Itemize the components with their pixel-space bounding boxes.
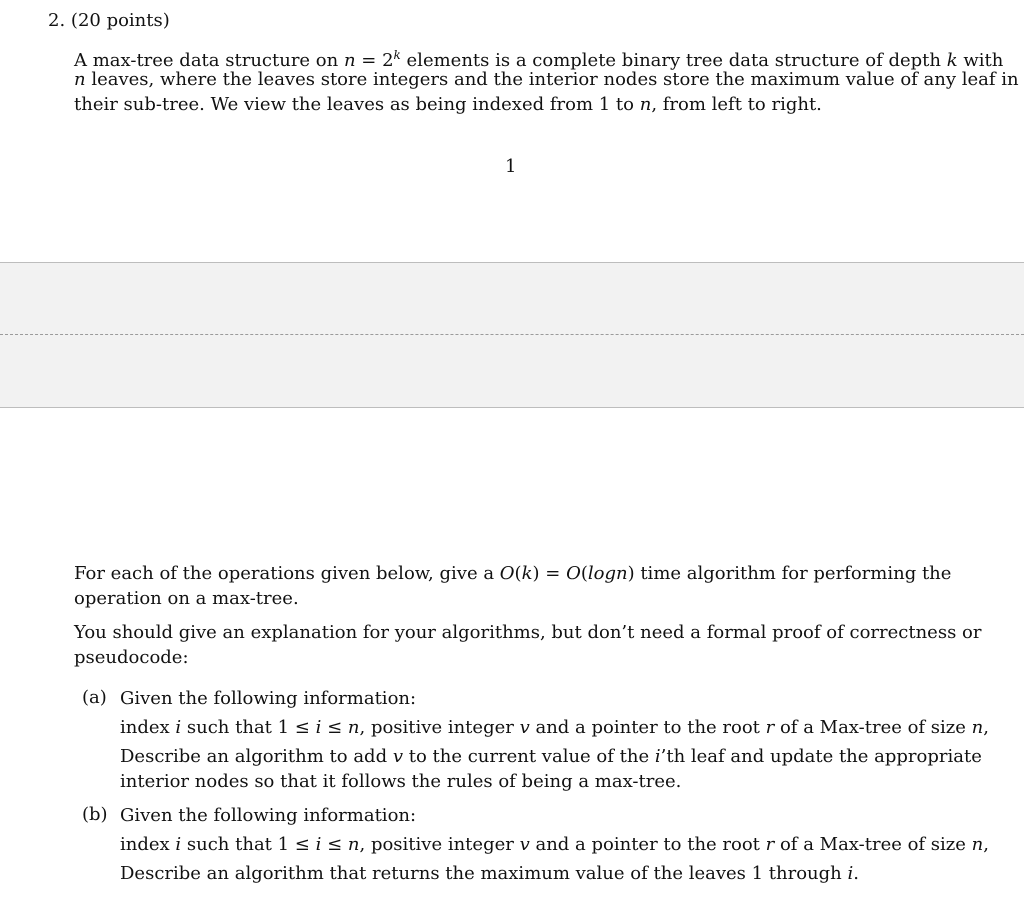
problem-header bbox=[48, 10, 170, 31]
ops-line-2: operation on a max-tree. bbox=[74, 588, 299, 609]
intro-line-3: their sub-tree. We view the leaves as being indexed from 1 to n, from left to right. bbox=[74, 94, 822, 115]
page-break-top bbox=[0, 262, 1024, 335]
part-a-label: (a) bbox=[82, 687, 107, 708]
part-b-line-3: Describe an algorithm that returns the maximum value of the leaves 1 through i. bbox=[120, 863, 859, 884]
problem-points: (20 points) bbox=[70, 10, 170, 31]
explain-line-1: You should give an explanation for your algorithms, but don’t need a formal proof of correctness or bbox=[74, 622, 982, 643]
explain-line-2: pseudocode: bbox=[74, 647, 189, 668]
intro-line-2: n leaves, where the leaves store integers and the interior nodes store the maximum value of any leaf in bbox=[74, 69, 1019, 90]
part-a-line-1: Given the following information: bbox=[120, 688, 417, 709]
intro-line-1: A max-tree data structure on $n = 2^k$ elements is a complete binary tree data structure of depth k with bbox=[74, 48, 1004, 71]
part-a-line-2: index i such that 1 ≤ i ≤ n, positive integer v and a pointer to the root r of a Max-tree of size n, bbox=[120, 717, 989, 738]
part-b-line-2: index i such that 1 ≤ i ≤ n, positive integer v and a pointer to the root r of a Max-tree of size n, bbox=[120, 834, 989, 855]
part-a-line-4: interior nodes so that it follows the rules of being a max-tree. bbox=[120, 771, 682, 792]
part-b-line-1: Given the following information: bbox=[120, 805, 417, 826]
page-number: 1 bbox=[505, 156, 517, 177]
problem-number: 2. bbox=[48, 10, 66, 31]
part-b-label: (b) bbox=[82, 804, 108, 825]
page-break-bottom bbox=[0, 335, 1024, 408]
ops-line-1: For each of the operations given below, give a O(k) = O(logn) time algorithm for performing the bbox=[74, 563, 952, 584]
part-a-line-3: Describe an algorithm to add v to the current value of the i’th leaf and update the appropriate bbox=[120, 746, 982, 767]
